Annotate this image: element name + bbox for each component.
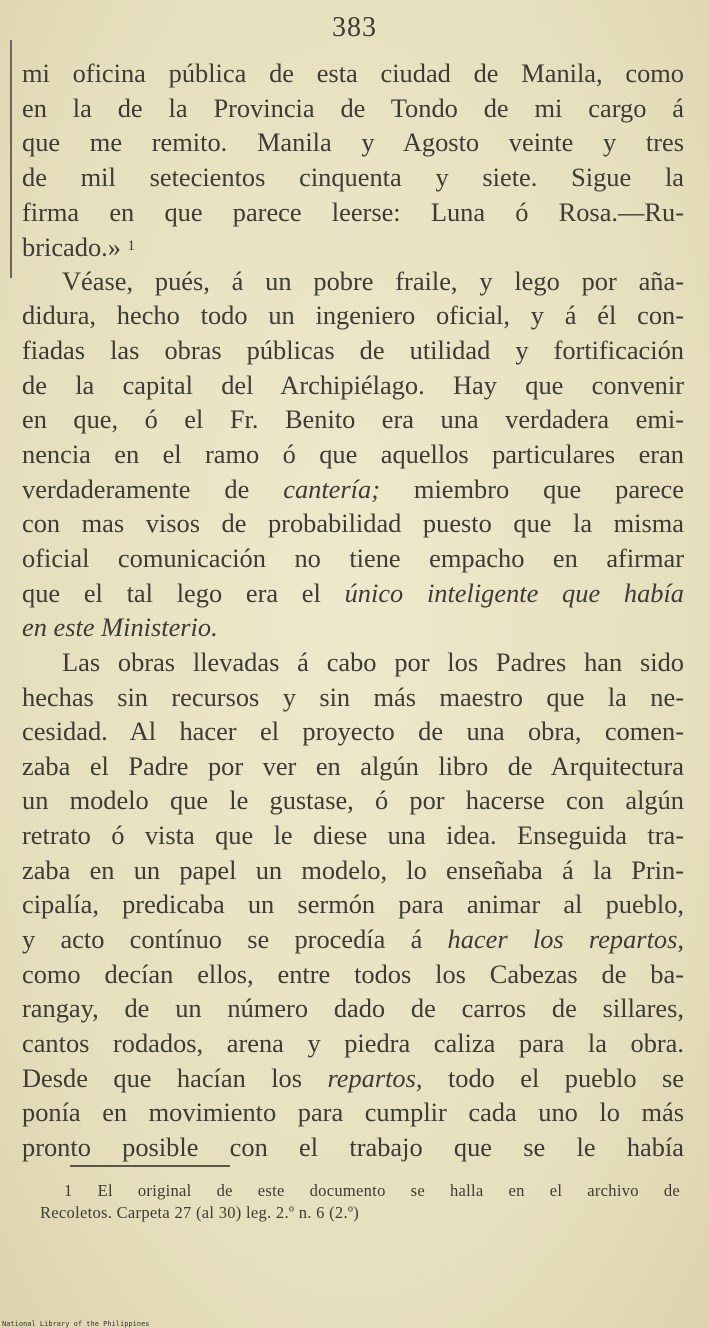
italic-phrase: hacer los repartos, — [447, 924, 684, 955]
text-line: cipalía, predicaba un sermón para animar al pueblo, — [22, 889, 684, 920]
text-line: fiadas las obras públicas de utilidad y fortificación — [22, 335, 684, 366]
text-line: Véase, pués, á un pobre fraile, y lego por aña- — [62, 265, 684, 296]
text-line: cantos rodados, arena y piedra caliza para la obra. — [22, 1027, 684, 1058]
text-fragment: miembro que parece — [413, 473, 684, 504]
footnote-line — [40, 1180, 680, 1202]
text-line: con mas visos de probabilidad puesto que la misma — [22, 508, 684, 539]
text-line: como decían ellos, entre todos los Cabezas de ba- — [22, 958, 684, 989]
text-line: de mil setecientos cinquenta y siete. Sigue la — [22, 161, 684, 192]
text-fragment: verdaderamente de — [22, 473, 250, 504]
text-line: hechas sin recursos y sin más maestro que la ne- — [22, 681, 684, 712]
text-fragment: todo el pueblo se — [447, 1062, 684, 1093]
footnote-reference: 1 — [127, 238, 136, 255]
footnote-text: El original de este documento se halla en el archivo de — [97, 1181, 680, 1200]
text-line: retrato ó vista que le diese una idea. Enseguida tra- — [22, 820, 684, 851]
text-line — [22, 576, 684, 611]
text-line: zaba en un papel un modelo, lo enseñaba á la Prin- — [22, 854, 684, 885]
text-line: oficial comunicación no tiene empacho en afirmar — [22, 542, 684, 573]
text-line: Las obras llevadas á cabo por los Padres han sido — [62, 646, 684, 677]
text-fragment: Desde que hacían los — [22, 1062, 302, 1093]
footnote-divider — [70, 1165, 230, 1167]
footnote — [40, 1180, 680, 1224]
library-stamp: National Library of the Philippines — [2, 1320, 150, 1328]
italic-phrase: repartos, — [327, 1062, 423, 1093]
text-line — [22, 610, 684, 645]
margin-line — [10, 40, 12, 278]
text-line — [22, 472, 684, 507]
text-line: que me remito. Manila y Agosto veinte y tres — [22, 127, 684, 158]
text-line: mi oficina pública de esta ciudad de Manila, como — [22, 58, 684, 88]
text-line — [22, 229, 684, 264]
footnote-line: Recoletos. Carpeta 27 (al 30) leg. 2.º n. 6 (2.º) — [40, 1203, 360, 1222]
text-line: un modelo que le gustase, ó por hacerse con algún — [22, 785, 684, 816]
text-line: rangay, de un número dado de carros de sillares, — [22, 993, 684, 1024]
page-number: 383 — [332, 12, 377, 43]
text-line: en que, ó el Fr. Benito era una verdadera emi- — [22, 404, 684, 435]
text-line — [22, 922, 684, 957]
text-line: firma en que parece leerse: Luna ó Rosa.—Ru- — [22, 196, 684, 227]
text-fragment: y acto contínuo se procedía á — [22, 924, 423, 955]
italic-phrase: único inteligente que había — [344, 577, 685, 608]
footnote-number: 1 — [64, 1181, 73, 1200]
text-line — [22, 1061, 684, 1096]
italic-phrase: en este Ministerio. — [22, 612, 218, 643]
text-line: en la de la Provincia de Tondo de mi cargo á — [22, 92, 684, 123]
text-line: de la capital del Archipiélago. Hay que convenir — [22, 369, 684, 400]
body-text — [22, 56, 684, 1165]
text-line: cesidad. Al hacer el proyecto de una obra, comen- — [22, 716, 684, 747]
text-line: ponía en movimiento para cumplir cada uno lo más — [22, 1097, 684, 1128]
text-line: didura, hecho todo un ingeniero oficial, y á él con- — [22, 300, 684, 331]
text-line: zaba el Padre por ver en algún libro de Arquitectura — [22, 750, 684, 781]
text-line: pronto posible con el trabajo que se le había — [22, 1131, 684, 1162]
text-line: nencia en el ramo ó que aquellos particulares eran — [22, 439, 684, 470]
text-fragment: que el tal lego era el — [22, 577, 321, 608]
italic-phrase: cantería; — [283, 473, 380, 504]
text-fragment: bricado.» — [22, 232, 121, 263]
